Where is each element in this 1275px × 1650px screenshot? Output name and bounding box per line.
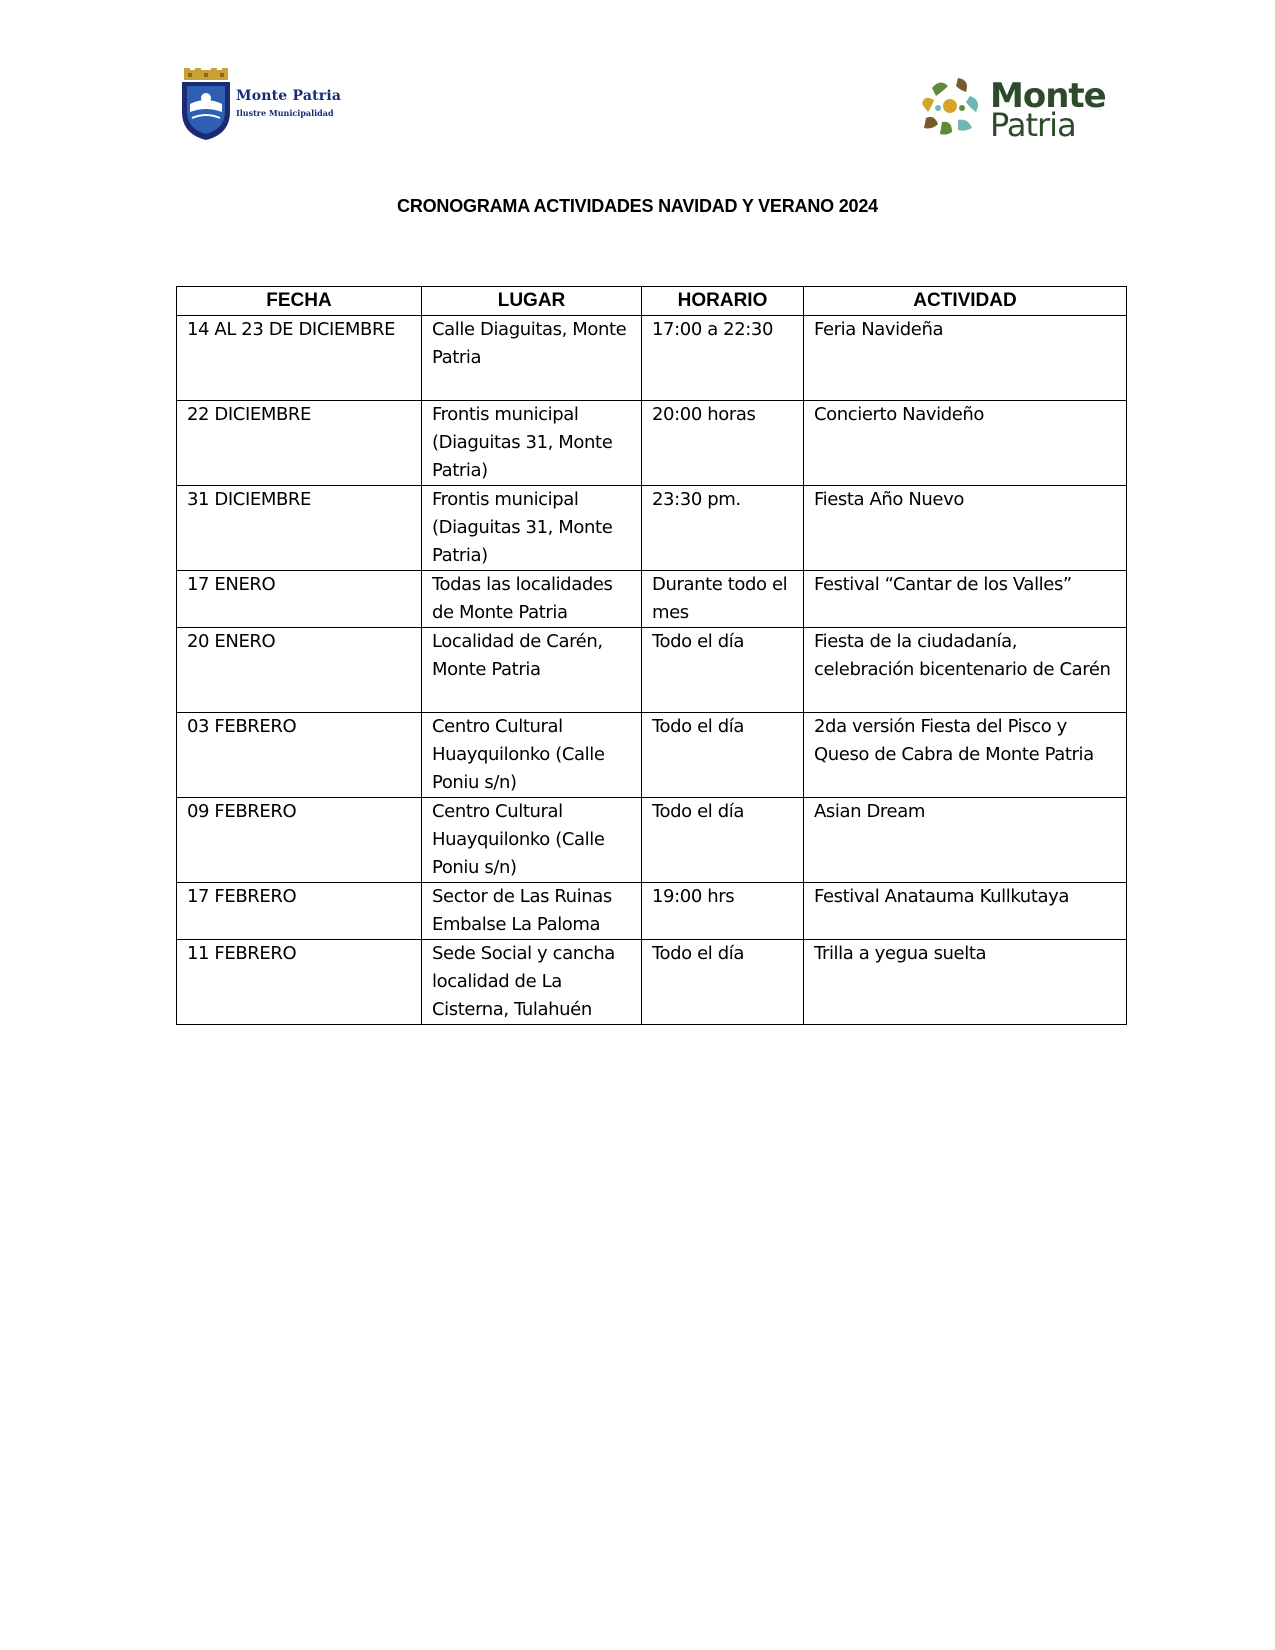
table-row: [177, 713, 1127, 798]
table-header-row: [177, 287, 1127, 316]
cell-horario: Todo el día: [642, 940, 804, 1025]
cell-fecha: 17 ENERO: [177, 571, 422, 628]
cell-fecha: 09 FEBRERO: [177, 798, 422, 883]
cell-horario: 17:00 a 22:30: [642, 316, 804, 401]
cell-fecha: 17 FEBRERO: [177, 883, 422, 940]
cell-horario: 19:00 hrs: [642, 883, 804, 940]
left-logo-name: Monte Patria: [236, 88, 342, 104]
cell-fecha: 03 FEBRERO: [177, 713, 422, 798]
table-row: [177, 940, 1127, 1025]
crest-shield-icon: [180, 68, 232, 140]
cell-horario: Todo el día: [642, 798, 804, 883]
cell-lugar: Todas las localidades de Monte Patria: [422, 571, 642, 628]
table-row: [177, 486, 1127, 571]
brand-word-monte: Monte: [990, 76, 1106, 116]
cell-actividad: Fiesta Año Nuevo: [804, 486, 1127, 571]
table-row: [177, 883, 1127, 940]
cell-actividad: 2da versión Fiesta del Pisco y Queso de Cabra de Monte Patria: [804, 713, 1127, 798]
cell-actividad: Festival Anatauma Kullkutaya: [804, 883, 1127, 940]
cell-lugar: Centro Cultural Huayquilonko (Calle Poniu s/n): [422, 713, 642, 798]
header-horario: HORARIO: [642, 287, 804, 316]
cell-horario: 23:30 pm.: [642, 486, 804, 571]
cell-lugar: Sede Social y cancha localidad de La Cisterna, Tulahuén: [422, 940, 642, 1025]
header-lugar: LUGAR: [422, 287, 642, 316]
header-actividad: ACTIVIDAD: [804, 287, 1127, 316]
cell-fecha: 11 FEBRERO: [177, 940, 422, 1025]
table-row: [177, 798, 1127, 883]
table-row: [177, 571, 1127, 628]
cell-horario: Todo el día: [642, 713, 804, 798]
cell-lugar: Localidad de Carén, Monte Patria: [422, 628, 642, 713]
cell-actividad: Fiesta de la ciudadanía, celebración bicentenario de Carén: [804, 628, 1127, 713]
cell-actividad: Asian Dream: [804, 798, 1127, 883]
cell-horario: Durante todo el mes: [642, 571, 804, 628]
monte-patria-brand-logo: [918, 72, 1106, 144]
cell-fecha: 31 DICIEMBRE: [177, 486, 422, 571]
schedule-table: [176, 286, 1127, 1025]
left-logo-subtitle: Ilustre Municipalidad: [236, 108, 334, 118]
cell-fecha: 22 DICIEMBRE: [177, 401, 422, 486]
municipal-crest-logo: [180, 68, 350, 140]
cell-actividad: Trilla a yegua suelta: [804, 940, 1127, 1025]
cell-lugar: Centro Cultural Huayquilonko (Calle Poniu s/n): [422, 798, 642, 883]
cell-horario: 20:00 horas: [642, 401, 804, 486]
document-title: CRONOGRAMA ACTIVIDADES NAVIDAD Y VERANO 2024: [397, 196, 878, 216]
cell-actividad: Festival “Cantar de los Valles”: [804, 571, 1127, 628]
cell-lugar: Frontis municipal (Diaguitas 31, Monte Patria): [422, 486, 642, 571]
cell-lugar: Calle Diaguitas, Monte Patria: [422, 316, 642, 401]
cell-lugar: Sector de Las Ruinas Embalse La Paloma: [422, 883, 642, 940]
cell-fecha: 14 AL 23 DE DICIEMBRE: [177, 316, 422, 401]
brand-emblem-icon: [918, 74, 988, 142]
cell-fecha: 20 ENERO: [177, 628, 422, 713]
cell-actividad: Concierto Navideño: [804, 401, 1127, 486]
cell-horario: Todo el día: [642, 628, 804, 713]
table-row: [177, 401, 1127, 486]
table-row: [177, 628, 1127, 713]
cell-lugar: Frontis municipal (Diaguitas 31, Monte Patria): [422, 401, 642, 486]
brand-word-patria: Patria: [990, 106, 1076, 144]
cell-actividad: Feria Navideña: [804, 316, 1127, 401]
table-row: [177, 316, 1127, 401]
header-fecha: FECHA: [177, 287, 422, 316]
